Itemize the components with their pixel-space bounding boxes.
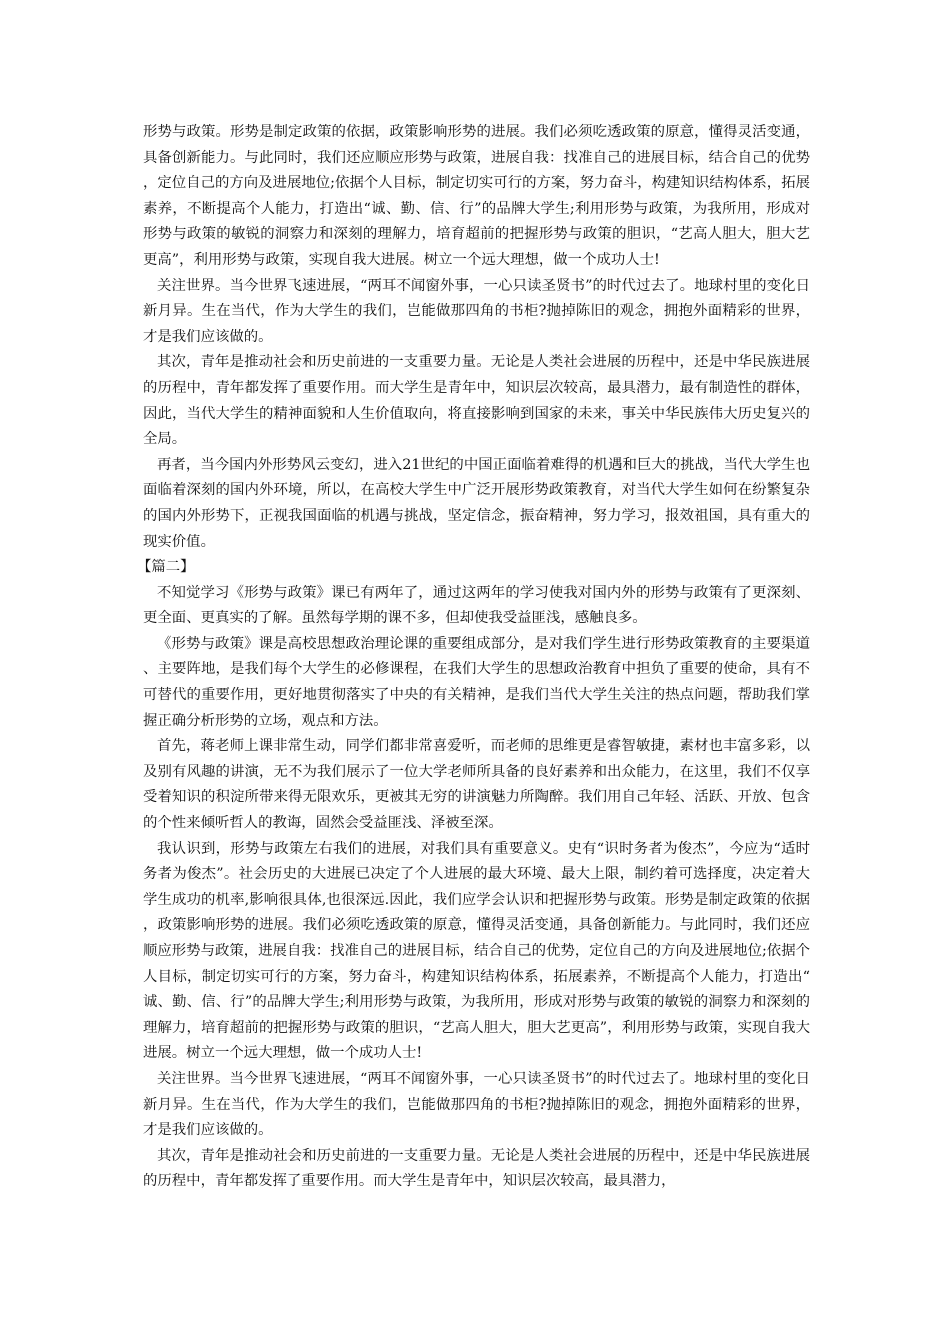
paragraph-5: 不知觉学习《形势与政策》课已有两年了，通过这两年的学习使我对国内外的形势与政策有了更深刻、更全面、更真实的了解。虽然每学期的课不多，但却使我受益匪浅，感触良多。 — [143, 584, 810, 627]
paragraph-1: 形势与政策。形势是制定政策的依据，政策影响形势的进展。我们必须吃透政策的原意，懂得灵活变通，具备创新能力。与此同时，我们还应顺应形势与政策，进展自我：找准自己的进展目标，结合自己的优势，定位自己的方向及进展地位;依据个人目标，制定切实可行的方案，努力奋斗，构建知识结构体系，拓展素养，不断提高个人能力，打造出“诚、勤、信、行”的品牌大学生;利用形势与政策，为我所用，形成对形势与政策的敏锐的洞察力和深刻的理解力，培育超前的把握形势与政策的胆识，“艺高人胆大，胆大艺更高”，利用形势与政策，实现自我大进展。树立一个远大理想，做一个成功人士! — [143, 124, 810, 268]
document-body — [137, 120, 810, 1195]
paragraph-9: 关注世界。当今世界飞速进展，“两耳不闻窗外事，一心只读圣贤书”的时代过去了。地球村里的变化日新月异。生在当代，作为大学生的我们，岂能做那四角的书柜?抛掉陈旧的观念，拥抱外面精彩的世界，才是我们应该做的。 — [143, 1070, 810, 1139]
paragraph-10: 其次，青年是推动社会和历史前进的一支重要力量。无论是人类社会进展的历程中，还是中华民族进展的历程中，青年都发挥了重要作用。而大学生是青年中，知识层次较高，最具潜力， — [143, 1147, 810, 1190]
paragraph-4: 再者，当今国内外形势风云变幻，进入21世纪的中国正面临着难得的机遇和巨大的挑战，当代大学生也面临着深刻的国内外环境，所以，在高校大学生中广泛开展形势政策教育，对当代大学生如何在纷繁复杂的国内外形势下，正视我国面临的机遇与挑战，坚定信念，振奋精神，努力学习，报效祖国，具有重大的现实价值。 — [143, 456, 810, 550]
paragraph-7: 首先，蒋老师上课非常生动，同学们都非常喜爱听，而老师的思维更是睿智敏捷，素材也丰富多彩，以及别有风趣的讲演，无不为我们展示了一位大学老师所具备的良好素养和出众能力，在这里，我们不仅享受着知识的积淀所带来得无限欢乐，更被其无穷的讲演魅力所陶醉。我们用自己年轻、活跃、开放、包含的个性来倾听哲人的教诲，固然会受益匪浅、泽被至深。 — [143, 738, 810, 832]
paragraph-3: 其次，青年是推动社会和历史前进的一支重要力量。无论是人类社会进展的历程中，还是中华民族进展的历程中，青年都发挥了重要作用。而大学生是青年中，知识层次较高，最具潜力，最有制造性的群体，因此，当代大学生的精神面貌和人生价值取向，将直接影响到国家的未来，事关中华民族伟大历史复兴的全局。 — [143, 354, 810, 448]
paragraph-8: 我认识到，形势与政策左右我们的进展，对我们具有重要意义。史有“识时务者为俊杰”，今应为“适时务者为俊杰”。社会历史的大进展已决定了个人进展的最大环境、最大上限，制约着可选择度，决定着大学生成功的机率,影响很具体,也很深远.因此，我们应学会认识和把握形势与政策。形势是制定政策的依据，政策影响形势的进展。我们必须吃透政策的原意，懂得灵活变通，具备创新能力。与此同时，我们还应顺应形势与政策，进展自我：找准自己的进展目标，结合自己的优势，定位自己的方向及进展地位;依据个人目标，制定切实可行的方案，努力奋斗，构建知识结构体系，拓展素养，不断提高个人能力，打造出“诚、勤、信、行”的品牌大学生;利用形势与政策，为我所用，形成对形势与政策的敏锐的洞察力和深刻的理解力，培育超前的把握形势与政策的胆识，“艺高人胆大，胆大艺更高”，利用形势与政策，实现自我大进展。树立一个远大理想，做一个成功人士! — [143, 840, 810, 1062]
paragraph-6: 《形势与政策》课是高校思想政治理论课的重要组成部分，是对我们学生进行形势政策教育的主要渠道、主要阵地，是我们每个大学生的必修课程，在我们大学生的思想政治教育中担负了重要的使命，具有不可替代的重要作用，更好地贯彻落实了中央的有关精神，是我们当代大学生关注的热点问题，帮助我们掌握正确分析形势的立场，观点和方法。 — [143, 635, 810, 729]
section-heading: 【篇二】 — [137, 559, 195, 576]
paragraph-2: 关注世界。当今世界飞速进展，“两耳不闻窗外事，一心只读圣贤书”的时代过去了。地球村里的变化日新月异。生在当代，作为大学生的我们，岂能做那四角的书柜?抛掉陈旧的观念，拥抱外面精彩的世界，才是我们应该做的。 — [143, 277, 810, 345]
